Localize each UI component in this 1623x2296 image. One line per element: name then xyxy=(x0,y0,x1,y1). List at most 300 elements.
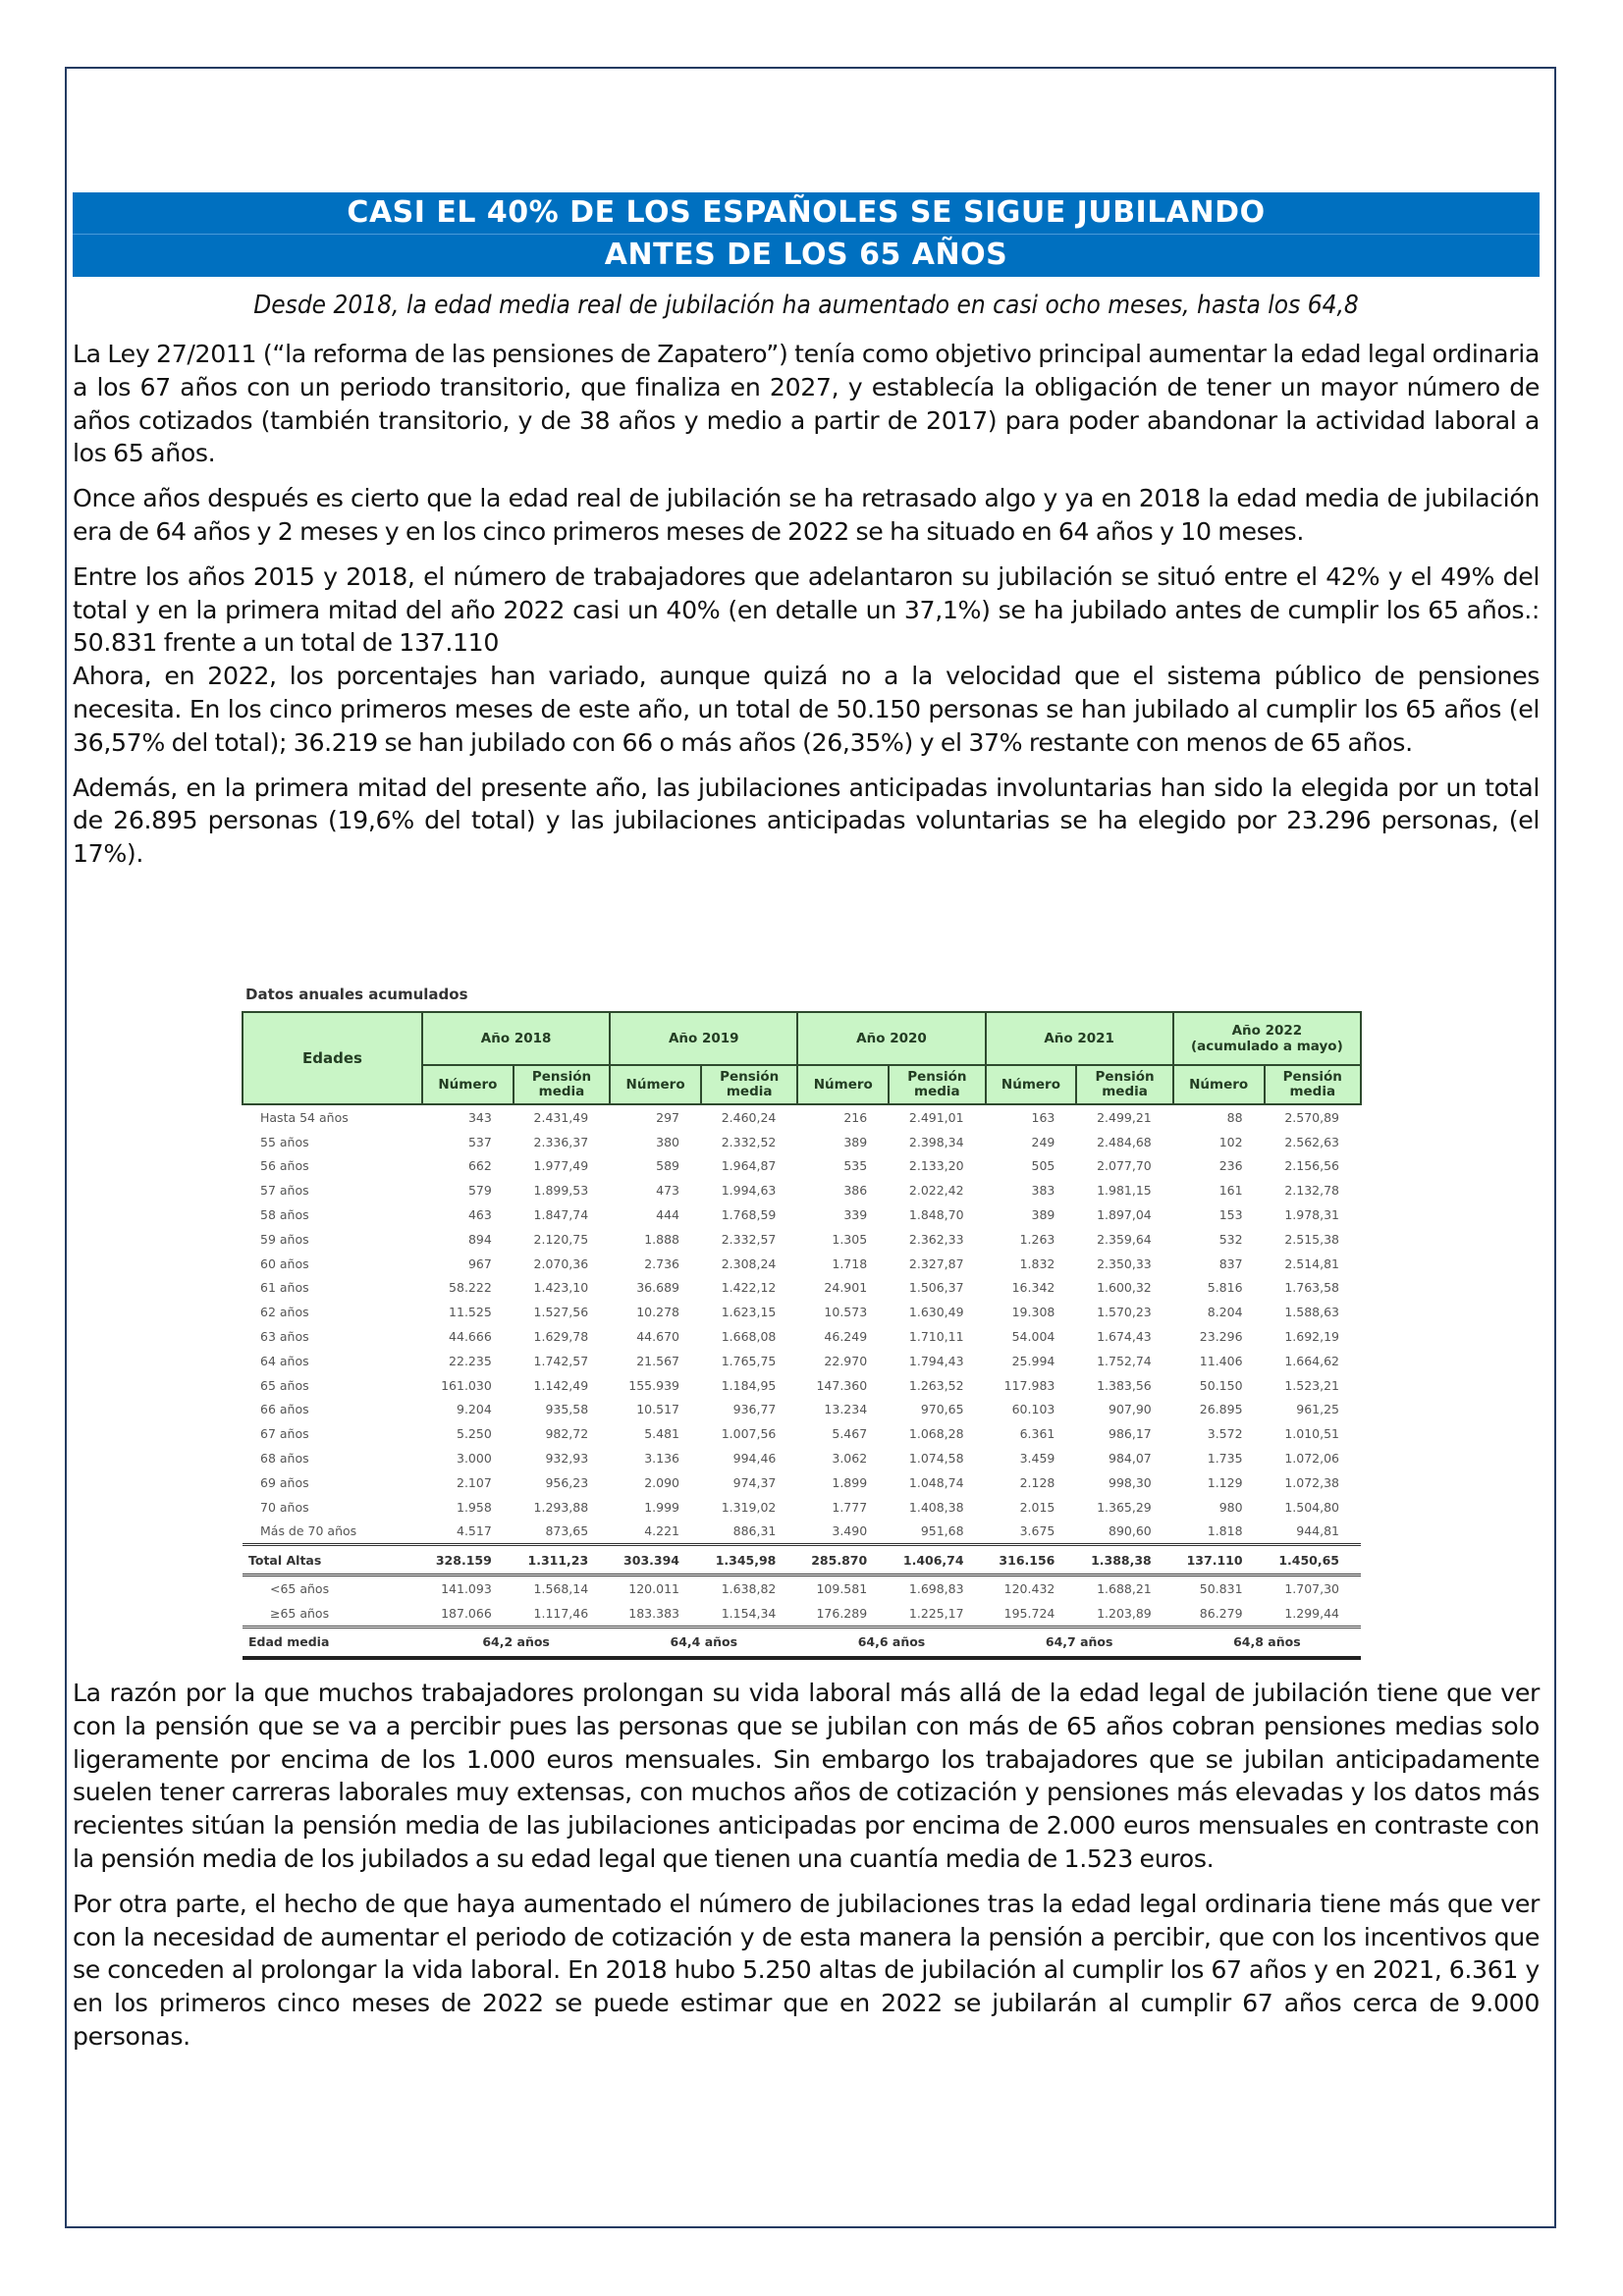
cell-numero: 183.383 xyxy=(610,1601,701,1627)
paragraph: Por otra parte, el hecho de que haya aumentado el número de jubilaciones tras la edad legal ordinaria tiene más que ver con la necesidad de aumentar el periodo de cotización y de esta manera la pensión a percibir, que con los incentivos que se conceden al prolongar la vida laboral. En 2018 hubo 5.250 altas de jubilación al cumplir los 67 años y en 2021, 6.361 y en los primeros cinco meses de 2022 se puede estimar que en 2022 se jubilarán al cumplir 67 años cerca de 9.000 personas. xyxy=(73,1889,1540,2051)
cell-numero: 662 xyxy=(467,1158,492,1174)
cell-numero: 1.818 xyxy=(1173,1520,1265,1545)
cell-pension-media: 1.897,04 xyxy=(1097,1207,1152,1223)
cell-pension-media: 2.133,20 xyxy=(908,1158,964,1174)
row-label: 55 años xyxy=(260,1134,309,1149)
cell-numero: 23.296 xyxy=(1199,1329,1243,1345)
row-label: 70 años xyxy=(260,1499,309,1515)
cell-numero: 120.011 xyxy=(628,1581,679,1597)
cell-numero: 537 xyxy=(467,1134,492,1149)
cell-numero: 389 xyxy=(843,1134,868,1149)
table-row xyxy=(243,1470,1361,1495)
cell-pension-media: 2.327,87 xyxy=(908,1255,964,1271)
cell-numero: 4.221 xyxy=(610,1520,701,1545)
cell-numero: 19.308 xyxy=(1011,1305,1055,1320)
paragraph: Ahora, en 2022, los porcentajes han variado, aunque quizá no a la velocidad que el sistema público de pensiones necesita. En los cinco primeros meses de este año, un total de 50.150 personas se han jubilado al cumplir los 65 años (el 36,57% del total); 36.219 se han jubilado con 66 o más años (26,35%) y el 37% restante con menos de 65 años. xyxy=(73,662,1540,757)
cell-numero: 285.870 xyxy=(797,1545,889,1575)
cell-numero: 147.360 xyxy=(816,1377,868,1393)
cell-pension-media: 1.600,32 xyxy=(1097,1280,1152,1296)
cell-numero: 1.999 xyxy=(644,1499,679,1515)
label: media xyxy=(914,1084,960,1099)
cell-pension-media: 936,77 xyxy=(732,1402,777,1417)
table-row xyxy=(243,1227,1361,1252)
cell-numero: 141.093 xyxy=(441,1581,492,1597)
row-label: Edad media xyxy=(243,1627,422,1658)
label: media xyxy=(1289,1084,1336,1099)
row-label: 60 años xyxy=(260,1255,309,1271)
col-header-numero: Número xyxy=(610,1065,701,1104)
cell-pension-media: 998,30 xyxy=(1109,1474,1152,1490)
cell-pension-media: 1.299,44 xyxy=(1265,1601,1361,1627)
cell-numero: 54.004 xyxy=(1011,1329,1055,1345)
cell-numero: 444 xyxy=(656,1207,679,1223)
cell-numero: 24.901 xyxy=(824,1280,868,1296)
cell-numero: 894 xyxy=(467,1231,492,1247)
cell-pension-media: 2.491,01 xyxy=(908,1109,964,1125)
cell-pension-media: 1.142,49 xyxy=(533,1377,589,1393)
cell-pension-media: 1.794,43 xyxy=(908,1353,964,1368)
row-label: Total Altas xyxy=(243,1545,422,1575)
cell-pension-media: 1.568,14 xyxy=(533,1581,589,1597)
cell-pension-media: 1.848,70 xyxy=(908,1207,964,1223)
cell-numero: 1.832 xyxy=(1019,1255,1055,1271)
col-header-edades: Edades xyxy=(243,1012,422,1104)
cell-numero: 1.305 xyxy=(832,1231,868,1247)
cell-pension-media: 1.977,49 xyxy=(533,1158,589,1174)
cell-numero: 1.718 xyxy=(832,1255,868,1271)
row-label: 62 años xyxy=(260,1305,309,1320)
cell-pension-media: 2.070,36 xyxy=(533,1255,589,1271)
cell-numero: 88 xyxy=(1226,1109,1243,1125)
row-label: Hasta 54 años xyxy=(260,1109,349,1125)
cell-numero: 2.736 xyxy=(644,1255,679,1271)
cell-numero: 109.581 xyxy=(816,1581,868,1597)
cell-pension-media: 2.077,70 xyxy=(1097,1158,1152,1174)
cell-pension-media: 974,37 xyxy=(732,1474,777,1490)
cell-numero: 1.735 xyxy=(1207,1451,1243,1467)
paragraph: La razón por la que muchos trabajadores prolongan su vida laboral más allá de la edad legal de jubilación tiene que ver con la pensión que se va a percibir pues las personas que se jubilan con más de 65 años cobran pensiones medias solo ligeramente por encima de los 1.000 euros mensuales. Sin embargo los trabajadores que se jubilan anticipadamente suelen tener carreras laborales muy extensas, con muchos años de cotización y pensiones más elevadas y los datos más recientes sitúan la pensión media de las jubilaciones anticipadas por encima de 2.000 euros mensuales en contraste con la pensión media de los jubilados a su edad legal que tienen una cuantía media de 1.523 euros. xyxy=(73,1679,1540,1873)
col-header-pension-media xyxy=(1265,1065,1361,1104)
cell-numero: 13.234 xyxy=(824,1402,868,1417)
cell-pension-media: 1.068,28 xyxy=(908,1426,964,1442)
cell-pension-media: 1.383,56 xyxy=(1097,1377,1152,1393)
cell-numero: 389 xyxy=(1031,1207,1055,1223)
label: media xyxy=(538,1084,585,1099)
cell-numero: 10.517 xyxy=(636,1402,679,1417)
table-row xyxy=(243,1202,1361,1227)
cell-pension-media: 1.692,19 xyxy=(1284,1329,1339,1345)
cell-pension-media: 982,72 xyxy=(545,1426,589,1442)
cell-pension-media: 1.981,15 xyxy=(1097,1183,1152,1199)
cell-pension-media: 1.048,74 xyxy=(908,1474,964,1490)
cell-pension-media: 1.345,98 xyxy=(701,1545,797,1575)
cell-numero: 463 xyxy=(467,1207,492,1223)
cell-numero: 5.250 xyxy=(457,1426,492,1442)
cell-pension-media: 2.562,63 xyxy=(1284,1134,1339,1149)
cell-pension-media: 2.350,33 xyxy=(1097,1255,1152,1271)
cell-pension-media: 1.630,49 xyxy=(908,1305,964,1320)
cell-pension-media: 2.570,89 xyxy=(1284,1109,1339,1125)
cell-edad-media: 64,7 años xyxy=(986,1627,1173,1658)
cell-numero: 1.129 xyxy=(1207,1474,1243,1490)
row-label: Más de 70 años xyxy=(243,1520,422,1545)
cell-pension-media: 2.499,21 xyxy=(1097,1109,1152,1125)
cell-numero: 236 xyxy=(1218,1158,1243,1174)
table-row xyxy=(243,1276,1361,1301)
cell-numero: 6.361 xyxy=(1019,1426,1055,1442)
cell-edad-media: 64,2 años xyxy=(422,1627,610,1658)
row-label: 57 años xyxy=(260,1183,309,1199)
label: Pensión xyxy=(907,1069,967,1085)
cell-numero: 1.777 xyxy=(832,1499,868,1515)
cell-numero: 44.666 xyxy=(449,1329,492,1345)
cell-numero: 589 xyxy=(656,1158,679,1174)
cell-pension-media: 2.308,24 xyxy=(721,1255,777,1271)
cell-pension-media: 944,81 xyxy=(1265,1520,1361,1545)
cell-numero: 44.670 xyxy=(636,1329,679,1345)
cell-numero: 60.103 xyxy=(1011,1402,1055,1417)
cell-pension-media: 1.074,58 xyxy=(908,1451,964,1467)
col-header-pension-media xyxy=(514,1065,610,1104)
cell-numero: 3.572 xyxy=(1207,1426,1243,1442)
row-label: 68 años xyxy=(260,1451,309,1467)
cell-pension-media: 932,93 xyxy=(545,1451,589,1467)
cell-pension-media: 1.668,08 xyxy=(721,1329,777,1345)
cell-numero: 2.015 xyxy=(1019,1499,1055,1515)
cell-numero: 117.983 xyxy=(1003,1377,1055,1393)
cell-numero: 837 xyxy=(1218,1255,1243,1271)
cell-numero: 120.432 xyxy=(1003,1581,1055,1597)
table-row-under-65 xyxy=(243,1575,1361,1601)
cell-numero: 249 xyxy=(1031,1134,1055,1149)
cell-numero: 532 xyxy=(1218,1231,1243,1247)
cell-pension-media: 1.688,21 xyxy=(1097,1581,1152,1597)
cell-pension-media: 907,90 xyxy=(1109,1402,1152,1417)
cell-pension-media: 1.184,95 xyxy=(721,1377,777,1393)
col-header-pension-media xyxy=(1076,1065,1172,1104)
paragraph: Entre los años 2015 y 2018, el número de trabajadores que adelantaron su jubilación se situó entre el 42% y el 49% del total y en la primera mitad del año 2022 casi un 40% (en detalle un 37,1%) se ha jubilado antes de cumplir los 65 años.: 50.831 frente a un total de 137.110 xyxy=(73,561,1540,658)
cell-numero: 50.150 xyxy=(1199,1377,1243,1393)
col-header-numero: Número xyxy=(1173,1065,1265,1104)
cell-pension-media: 1.203,89 xyxy=(1076,1601,1172,1627)
cell-pension-media: 970,65 xyxy=(920,1402,964,1417)
row-label: 63 años xyxy=(260,1329,309,1345)
cell-numero: 46.249 xyxy=(824,1329,868,1345)
cell-pension-media: 1.408,38 xyxy=(908,1499,964,1515)
cell-pension-media: 1.847,74 xyxy=(533,1207,589,1223)
table-row xyxy=(243,1349,1361,1373)
col-header-year: Año 2018 xyxy=(422,1012,610,1065)
paragraph: Además, en la primera mitad del presente año, las jubilaciones anticipadas involuntarias han sido la elegida por un total de 26.895 personas (19,6% del total) y las jubilaciones anticipadas voluntarias se ha elegido por 23.296 personas, (el 17%). xyxy=(73,773,1540,869)
cell-pension-media: 1.007,56 xyxy=(721,1426,777,1442)
pension-data-table xyxy=(242,1011,1362,1660)
cell-pension-media: 1.450,65 xyxy=(1265,1545,1361,1575)
year-note: (acumulado a mayo) xyxy=(1190,1039,1343,1054)
cell-numero: 1.888 xyxy=(644,1231,679,1247)
table-caption: Datos anuales acumulados xyxy=(245,986,468,1003)
table-row-over-65 xyxy=(243,1601,1361,1627)
cell-pension-media: 2.362,33 xyxy=(908,1231,964,1247)
cell-numero: 380 xyxy=(656,1134,679,1149)
cell-numero: 980 xyxy=(1218,1499,1243,1515)
cell-numero: 328.159 xyxy=(422,1545,514,1575)
cell-numero: 1.899 xyxy=(832,1474,868,1490)
cell-pension-media: 1.638,82 xyxy=(721,1581,777,1597)
cell-numero: 339 xyxy=(843,1207,868,1223)
cell-numero: 3.062 xyxy=(832,1451,868,1467)
cell-pension-media: 1.570,23 xyxy=(1097,1305,1152,1320)
cell-numero: 383 xyxy=(1031,1183,1055,1199)
cell-pension-media: 1.319,02 xyxy=(721,1499,777,1515)
cell-numero: 22.235 xyxy=(449,1353,492,1368)
row-label: ≥65 años xyxy=(243,1601,422,1627)
cell-numero: 22.970 xyxy=(824,1353,868,1368)
label: media xyxy=(1102,1084,1148,1099)
cell-pension-media: 2.120,75 xyxy=(533,1231,589,1247)
col-header-pension-media xyxy=(701,1065,797,1104)
cell-pension-media: 890,60 xyxy=(1076,1520,1172,1545)
cell-numero: 303.394 xyxy=(610,1545,701,1575)
cell-numero: 153 xyxy=(1218,1207,1243,1223)
cell-numero: 11.406 xyxy=(1199,1353,1243,1368)
col-header-pension-media xyxy=(889,1065,985,1104)
cell-numero: 579 xyxy=(467,1183,492,1199)
cell-numero: 2.128 xyxy=(1019,1474,1055,1490)
cell-numero: 535 xyxy=(843,1158,868,1174)
cell-numero: 161 xyxy=(1218,1183,1243,1199)
cell-numero: 50.831 xyxy=(1199,1581,1243,1597)
cell-pension-media: 1.154,34 xyxy=(701,1601,797,1627)
row-label: 61 años xyxy=(260,1280,309,1296)
cell-numero: 473 xyxy=(656,1183,679,1199)
cell-numero: 137.110 xyxy=(1173,1545,1265,1575)
cell-pension-media: 2.484,68 xyxy=(1097,1134,1152,1149)
paragraph: Once años después es cierto que la edad real de jubilación se ha retrasado algo y ya en 2018 la edad media de jubilación era de 64 años y 2 meses y en los cinco primeros meses de 2022 se ha situado en 64 años y 10 meses. xyxy=(73,484,1540,546)
cell-numero: 3.459 xyxy=(1019,1451,1055,1467)
row-label: 69 años xyxy=(260,1474,309,1490)
cell-numero: 176.289 xyxy=(797,1601,889,1627)
table-row-edad-media xyxy=(243,1627,1361,1658)
cell-pension-media: 1.406,74 xyxy=(889,1545,985,1575)
cell-numero: 3.136 xyxy=(644,1451,679,1467)
cell-pension-media: 1.994,63 xyxy=(721,1183,777,1199)
cell-pension-media: 956,23 xyxy=(545,1474,589,1490)
cell-numero: 163 xyxy=(1031,1109,1055,1125)
cell-numero: 11.525 xyxy=(449,1305,492,1320)
cell-pension-media: 1.674,43 xyxy=(1097,1329,1152,1345)
table-row xyxy=(243,1373,1361,1398)
cell-pension-media: 1.899,53 xyxy=(533,1183,589,1199)
table-row xyxy=(243,1398,1361,1422)
cell-pension-media: 2.332,52 xyxy=(721,1134,777,1149)
paragraph: La Ley 27/2011 (“la reforma de las pensiones de Zapatero”) tenía como objetivo principal aumentar la edad legal ordinaria a los 67 años con un periodo transitorio, que finaliza en 2027, y establecía la obligación de tener un mayor número de años cotizados (también transitorio, y de 38 años y medio a partir de 2017) para poder abandonar la actividad laboral a los 65 años. xyxy=(73,340,1540,468)
cell-pension-media: 1.010,51 xyxy=(1284,1426,1339,1442)
table-row xyxy=(243,1178,1361,1202)
cell-numero: 25.994 xyxy=(1011,1353,1055,1368)
col-header-year: Año 2020 xyxy=(797,1012,985,1065)
cell-numero: 9.204 xyxy=(457,1402,492,1417)
cell-pension-media: 1.311,23 xyxy=(514,1545,610,1575)
col-header-year-2022 xyxy=(1173,1012,1361,1065)
cell-pension-media: 2.022,42 xyxy=(908,1183,964,1199)
cell-pension-media: 1.698,83 xyxy=(908,1581,964,1597)
cell-numero: 21.567 xyxy=(636,1353,679,1368)
table-row xyxy=(243,1446,1361,1470)
cell-numero: 1.958 xyxy=(457,1499,492,1515)
cell-numero: 26.895 xyxy=(1199,1402,1243,1417)
cell-pension-media: 1.623,15 xyxy=(721,1305,777,1320)
row-label: 66 años xyxy=(260,1402,309,1417)
table-row xyxy=(243,1252,1361,1276)
cell-pension-media: 1.225,17 xyxy=(889,1601,985,1627)
table-row xyxy=(243,1421,1361,1446)
pension-data-table-figure xyxy=(242,982,1362,1660)
cell-pension-media: 1.388,38 xyxy=(1076,1545,1172,1575)
cell-pension-media: 2.431,49 xyxy=(533,1109,589,1125)
cell-pension-media: 984,07 xyxy=(1109,1451,1152,1467)
col-header-numero: Número xyxy=(797,1065,889,1104)
cell-numero: 187.066 xyxy=(422,1601,514,1627)
cell-pension-media: 1.664,62 xyxy=(1284,1353,1339,1368)
row-label: 67 años xyxy=(260,1426,309,1442)
cell-numero: 3.675 xyxy=(986,1520,1077,1545)
label: media xyxy=(726,1084,773,1099)
cell-pension-media: 1.768,59 xyxy=(721,1207,777,1223)
cell-edad-media: 64,8 años xyxy=(1173,1627,1361,1658)
row-label: 64 años xyxy=(260,1353,309,1368)
cell-numero: 8.204 xyxy=(1207,1305,1243,1320)
cell-numero: 4.517 xyxy=(422,1520,514,1545)
cell-numero: 3.490 xyxy=(797,1520,889,1545)
cell-pension-media: 2.398,34 xyxy=(908,1134,964,1149)
subtitle: Desde 2018, la edad media real de jubilación ha aumentado en casi ocho meses, hasta los 64,8 xyxy=(253,291,1359,320)
cell-numero: 3.000 xyxy=(457,1451,492,1467)
cell-numero: 5.467 xyxy=(832,1426,868,1442)
cell-pension-media: 1.293,88 xyxy=(533,1499,589,1515)
col-header-numero: Número xyxy=(422,1065,514,1104)
cell-numero: 386 xyxy=(843,1183,868,1199)
cell-pension-media: 1.763,58 xyxy=(1284,1280,1339,1296)
cell-numero: 10.278 xyxy=(636,1305,679,1320)
table-row xyxy=(243,1300,1361,1324)
cell-pension-media: 994,46 xyxy=(732,1451,777,1467)
col-header-year: Año 2019 xyxy=(610,1012,797,1065)
cell-pension-media: 1.422,12 xyxy=(721,1280,777,1296)
label: Pensión xyxy=(531,1069,592,1085)
label: Pensión xyxy=(720,1069,780,1085)
cell-numero: 36.689 xyxy=(636,1280,679,1296)
cell-pension-media: 2.332,57 xyxy=(721,1231,777,1247)
cell-pension-media: 1.978,31 xyxy=(1284,1207,1339,1223)
cell-pension-media: 2.460,24 xyxy=(721,1109,777,1125)
cell-pension-media: 1.629,78 xyxy=(533,1329,589,1345)
cell-pension-media: 2.359,64 xyxy=(1097,1231,1152,1247)
table-row xyxy=(243,1130,1361,1154)
cell-numero: 316.156 xyxy=(986,1545,1077,1575)
cell-pension-media: 951,68 xyxy=(889,1520,985,1545)
cell-pension-media: 1.072,06 xyxy=(1284,1451,1339,1467)
col-header-numero: Número xyxy=(986,1065,1077,1104)
cell-pension-media: 1.523,21 xyxy=(1284,1377,1339,1393)
cell-pension-media: 1.365,29 xyxy=(1097,1499,1152,1515)
row-label: <65 años xyxy=(270,1581,330,1597)
headline-line-2: ANTES DE LOS 65 AÑOS xyxy=(73,234,1540,276)
cell-numero: 2.107 xyxy=(457,1474,492,1490)
cell-pension-media: 1.263,52 xyxy=(908,1377,964,1393)
cell-pension-media: 1.423,10 xyxy=(533,1280,589,1296)
table-row xyxy=(243,1520,1361,1545)
table-row xyxy=(243,1104,1361,1130)
cell-pension-media: 961,25 xyxy=(1296,1402,1339,1417)
row-label: 58 años xyxy=(260,1207,309,1223)
cell-pension-media: 1.504,80 xyxy=(1284,1499,1339,1515)
cell-pension-media: 2.156,56 xyxy=(1284,1158,1339,1174)
cell-numero: 58.222 xyxy=(449,1280,492,1296)
cell-pension-media: 1.752,74 xyxy=(1097,1353,1152,1368)
cell-pension-media: 1.710,11 xyxy=(908,1329,964,1345)
cell-pension-media: 873,65 xyxy=(514,1520,610,1545)
cell-numero: 5.816 xyxy=(1207,1280,1243,1296)
cell-edad-media: 64,4 años xyxy=(610,1627,797,1658)
row-label: 65 años xyxy=(260,1377,309,1393)
cell-numero: 343 xyxy=(467,1109,492,1125)
row-label: 59 años xyxy=(260,1231,309,1247)
cell-edad-media: 64,6 años xyxy=(797,1627,985,1658)
table-row xyxy=(243,1495,1361,1520)
headline-banner xyxy=(73,192,1540,277)
cell-numero: 967 xyxy=(467,1255,492,1271)
cell-numero: 161.030 xyxy=(441,1377,492,1393)
cell-pension-media: 2.514,81 xyxy=(1284,1255,1339,1271)
cell-pension-media: 1.072,38 xyxy=(1284,1474,1339,1490)
cell-pension-media: 1.506,37 xyxy=(908,1280,964,1296)
row-label: 56 años xyxy=(260,1158,309,1174)
cell-numero: 102 xyxy=(1218,1134,1243,1149)
cell-numero: 216 xyxy=(843,1109,868,1125)
col-header-year: Año 2021 xyxy=(986,1012,1173,1065)
table-row xyxy=(243,1154,1361,1179)
label: Pensión xyxy=(1095,1069,1155,1085)
cell-numero: 10.573 xyxy=(824,1305,868,1320)
cell-pension-media: 2.132,78 xyxy=(1284,1183,1339,1199)
cell-pension-media: 1.964,87 xyxy=(721,1158,777,1174)
cell-numero: 2.090 xyxy=(644,1474,679,1490)
cell-pension-media: 1.707,30 xyxy=(1284,1581,1339,1597)
cell-pension-media: 986,17 xyxy=(1109,1426,1152,1442)
cell-pension-media: 935,58 xyxy=(545,1402,589,1417)
cell-numero: 155.939 xyxy=(628,1377,679,1393)
cell-numero: 505 xyxy=(1031,1158,1055,1174)
cell-numero: 297 xyxy=(656,1109,679,1125)
cell-pension-media: 2.515,38 xyxy=(1284,1231,1339,1247)
table-row-total xyxy=(243,1545,1361,1575)
cell-numero: 5.481 xyxy=(644,1426,679,1442)
cell-pension-media: 2.336,37 xyxy=(533,1134,589,1149)
table-row xyxy=(243,1324,1361,1349)
intro-paragraphs xyxy=(73,338,1540,871)
headline-line-1: CASI EL 40% DE LOS ESPAÑOLES SE SIGUE JUBILANDO xyxy=(347,195,1266,230)
cell-numero: 195.724 xyxy=(986,1601,1077,1627)
closing-paragraphs xyxy=(73,1677,1540,2054)
cell-pension-media: 886,31 xyxy=(701,1520,797,1545)
cell-numero: 1.263 xyxy=(1019,1231,1055,1247)
label: Pensión xyxy=(1282,1069,1342,1085)
cell-numero: 86.279 xyxy=(1173,1601,1265,1627)
cell-pension-media: 1.588,63 xyxy=(1284,1305,1339,1320)
cell-numero: 16.342 xyxy=(1011,1280,1055,1296)
cell-pension-media: 1.742,57 xyxy=(533,1353,589,1368)
cell-pension-media: 1.527,56 xyxy=(533,1305,589,1320)
